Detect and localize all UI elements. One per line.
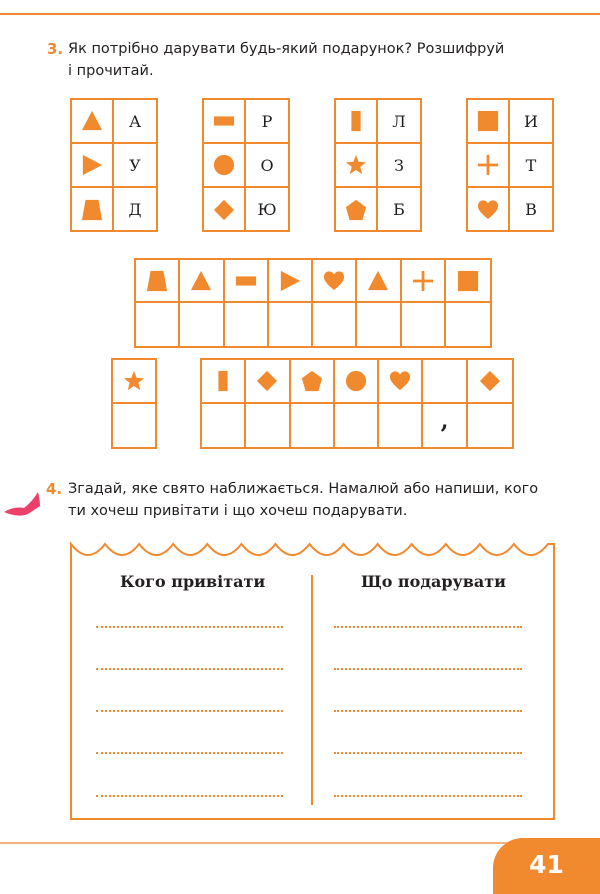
diamond-icon [479,370,501,392]
cipher-key-row [468,144,552,188]
puzzle-symbol-cell [246,360,290,404]
vertical-bar-icon [345,110,367,132]
puzzle-symbol-cell [335,360,379,404]
cipher-letter: Б [393,200,405,219]
task-4-instructions [68,478,538,522]
puzzle-symbol-cell [357,260,401,303]
cipher-letter-cell [510,188,552,231]
puzzle-word-2 [111,358,157,449]
cipher-symbol-cell [468,100,510,142]
answer-cell[interactable] [468,404,512,448]
puzzle-symbol-cell [113,360,155,404]
square-icon [477,110,499,132]
puzzle-symbol-cell [313,260,357,303]
cipher-letter: У [129,155,141,175]
writing-line[interactable] [334,668,522,670]
page-number: 41 [529,850,564,879]
task-3-line-1: Як потрібно дарувати будь-який подарунок? Розшифруй [68,41,505,57]
cipher-letter: Р [261,111,273,131]
answer-cell[interactable] [446,303,490,346]
cipher-key-row [72,188,156,231]
puzzle-word-1 [134,258,492,348]
cipher-key-row [468,100,552,144]
writing-line[interactable] [334,626,522,628]
diamond-icon [256,370,278,392]
plus-icon [477,154,499,176]
answer-cell[interactable] [269,303,313,346]
horizontal-bar-icon [213,110,235,132]
cipher-letter: Д [128,200,142,219]
triangle-icon [367,270,389,292]
puzzle-symbol-cell [379,360,423,404]
answer-cell[interactable] [357,303,401,346]
cipher-letter: В [525,200,537,219]
plus-icon [412,270,434,292]
puzzle-symbol-cell [136,260,180,303]
writing-line[interactable] [96,710,283,712]
cipher-symbol-cell [204,188,246,231]
answer-cell[interactable] [402,303,446,346]
cipher-key-row [336,100,420,144]
task-4-number: 4. [46,480,63,498]
cipher-symbol-cell [72,188,114,231]
cipher-key-row [336,188,420,231]
puzzle-symbol-cell [180,260,224,303]
cipher-symbol-cell [336,188,378,231]
puzzle-symbol-cell [446,260,490,303]
answer-cell[interactable] [335,404,379,448]
circle-icon [213,154,235,176]
cipher-symbol-cell [468,188,510,231]
square-icon [457,270,479,292]
answer-cell[interactable] [246,404,290,448]
writing-line[interactable] [96,668,283,670]
cipher-symbol-cell [72,144,114,186]
cipher-symbol-cell [336,144,378,186]
cipher-symbol-cell [72,100,114,142]
pentagon-icon [301,370,323,392]
cipher-key-row [204,188,288,231]
puzzle-word-3 [200,358,514,449]
cipher-key-table [70,98,158,232]
puzzle-symbol-cell [468,360,512,404]
cipher-symbol-cell [468,144,510,186]
puzzle-symbol-cell [202,360,246,404]
triangle-icon [81,110,103,132]
circle-icon [345,370,367,392]
left-column-heading: Кого привітати [120,572,266,591]
answer-cell[interactable] [136,303,180,346]
puzzle-symbol-cell [402,260,446,303]
writing-line[interactable] [334,752,522,754]
puzzle-symbol-cell [225,260,269,303]
cipher-letter: И [524,111,538,131]
writing-line[interactable] [96,752,283,754]
heart-icon [323,270,345,292]
cipher-letter-cell [378,144,420,186]
cipher-letter-cell [246,144,288,186]
triangle-icon [190,270,212,292]
diamond-icon [213,199,235,221]
heart-icon [477,199,499,221]
task-3-number: 3. [47,40,64,58]
heart-icon [389,370,411,392]
answer-cell[interactable] [202,404,246,448]
cipher-letter-cell [510,144,552,186]
pentagon-icon [345,199,367,221]
cipher-letter: Л [392,111,406,131]
play-triangle-icon [81,154,103,176]
cipher-letter: З [394,155,404,175]
cipher-key-table [334,98,422,232]
cipher-key-row [468,188,552,231]
cipher-letter-cell [114,144,156,186]
writing-line[interactable] [334,795,522,797]
answer-cell[interactable] [225,303,269,346]
cipher-letter-cell [378,100,420,142]
cipher-key-table [466,98,554,232]
right-column-heading: Що подарувати [361,572,507,591]
writing-line[interactable] [96,795,283,797]
cipher-letter: Т [525,155,537,175]
cipher-letter: Ю [257,200,277,219]
cipher-symbol-cell [204,100,246,142]
answer-cell[interactable] [113,404,155,448]
trapezoid-icon [146,270,168,292]
cipher-letter-cell [378,188,420,231]
cipher-key-row [204,100,288,144]
cipher-letter-cell [246,100,288,142]
task-3-instructions [68,38,504,82]
answer-cell[interactable] [379,404,423,448]
answer-cell[interactable] [291,404,335,448]
cipher-key-table [202,98,290,232]
cipher-key-row [336,144,420,188]
cipher-key-row [72,100,156,144]
puzzle-symbol-cell [423,360,467,404]
writing-line[interactable] [96,626,283,628]
cipher-key-row [72,144,156,188]
page-number-tab [493,838,600,894]
task-3-line-2: і прочитай. [68,63,154,79]
writing-line[interactable] [334,710,522,712]
answer-cell[interactable] [313,303,357,346]
answer-cell[interactable] [423,404,467,448]
puzzle-symbol-cell [269,260,313,303]
horizontal-bar-icon [235,270,257,292]
star-icon [123,370,145,392]
cipher-letter-cell [114,188,156,231]
answer-cell[interactable] [180,303,224,346]
column-divider [311,575,313,805]
cipher-symbol-cell [204,144,246,186]
cipher-letter-cell [246,188,288,231]
top-rule [0,13,600,15]
cipher-letter-cell [510,100,552,142]
comma-mark: , [440,408,449,435]
puzzle-symbol-cell [291,360,335,404]
cipher-letter-cell [114,100,156,142]
cipher-letter: А [128,111,142,131]
task-4-line-2: ти хочеш привітати і що хочеш подарувати. [68,503,408,519]
cipher-key-row [204,144,288,188]
play-triangle-icon [279,270,301,292]
cipher-symbol-cell [336,100,378,142]
trapezoid-icon [81,199,103,221]
cipher-letter: О [260,155,274,175]
task-4-line-1: Згадай, яке свято наближається. Намалюй або напиши, кого [68,481,539,497]
vertical-bar-icon [212,370,234,392]
star-icon [345,154,367,176]
pink-pointer-arrow-icon [0,484,46,520]
